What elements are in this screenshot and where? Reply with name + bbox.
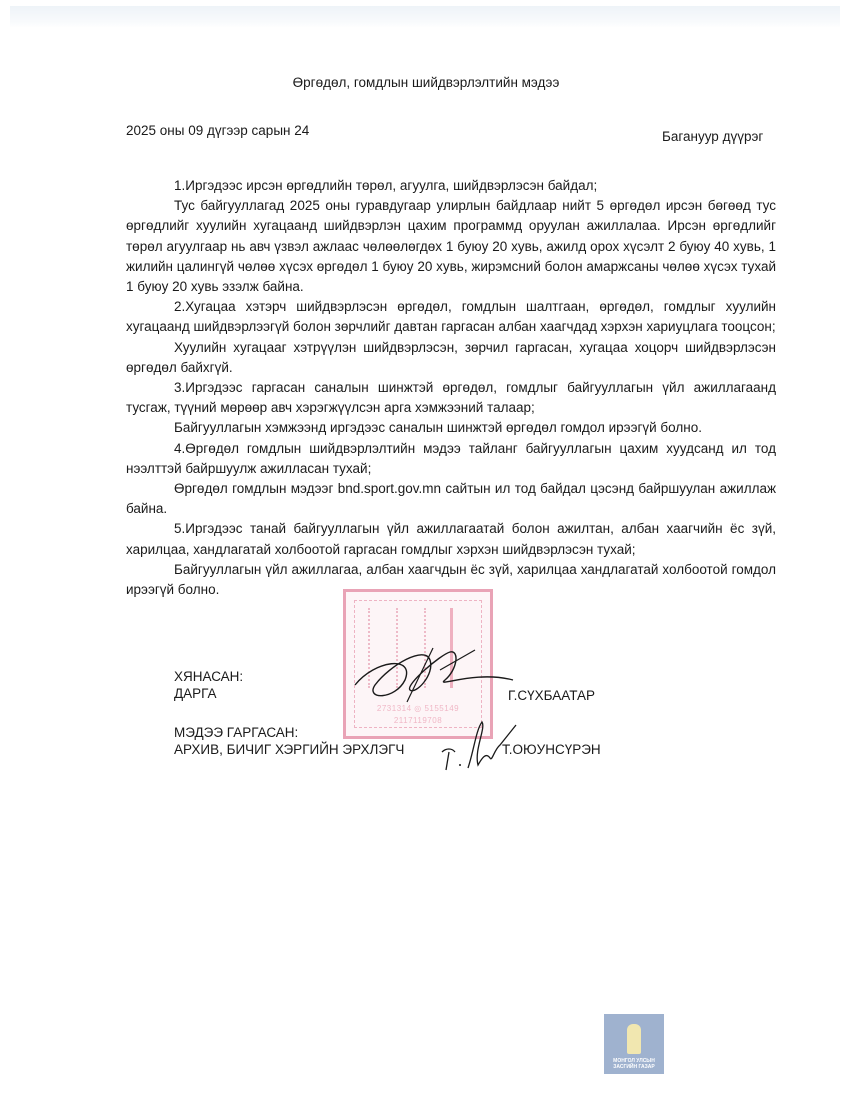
issuer-name: Т.ОЮУНСҮРЭН [502,742,601,757]
section-3-text: Байгууллагын хэмжээнд иргэдээс саналын шинжтэй өргөдөл гомдол ирээгүй болно. [174,420,702,436]
section-5-heading: 5.Иргэдээс танай байгууллагын үйл ажиллагаатай болон ажилтан, албан хаагчийн ёс зүй, харилцаа, хандлагатай холбоотой гаргасан гомдлыг хэрхэн шийдвэрлэсэн тухай; [126,521,776,557]
section-4-heading: 4.Өргөдөл гомдлын шийдвэрлэлтийн мэдээ тайланг байгууллагын цахим хуудсанд ил тод нээлттэй байршуулж ажилласан тухай; [126,440,776,476]
section-2-heading: 2.Хугацаа хэтэрч шийдвэрлэсэн өргөдөл, гомдлын шалтгаан, өргөдөл, гомдлыг хуулийн хугацаанд шийдвэрлээгүй болон зөрчлийг давтан гаргасан албан хаагчдад хэрхэн хариуцлага тооцсон; [126,299,776,335]
issuer-position: АРХИВ, БИЧИГ ХЭРГИЙН ЭРХЛЭГЧ [174,742,405,757]
document-place: Багануур дүүрэг [662,129,764,144]
section-1-text: Тус байгууллагад 2025 оны гуравдугаар улирлын байдлаар нийт 5 өргөдөл ирсэн бөгөөд тус өргөдлийг хуулийн хугацаанд шийдвэрлэн цахим программд оруулан ажиллалаа. Ирсэн өргөдлийг төрөл агуулгаар нь авч үзвэл ажлаас чөлөөлөгдөх 1 буюу 20 хувь, ажилд орох хүсэлт 2 буюу 40 хувь, 1 жилийн цалингүй чөлөө хүсэх өргөдөл 1 буюу 20 хувь, жирэмсний болон амаржсаны чөлөө хүсэх тухай 1 буюу 20 хувь эзэлж байна. [126,198,776,295]
reviewer-signature [345,640,515,710]
section-5-text: Байгууллагын үйл ажиллагаа, албан хаагчдын ёс зүй, харилцаа хандлагатай холбоотой гомдол ирээгүй болно. [126,561,776,598]
section-2-text: Хуулийн хугацааг хэтрүүлэн шийдвэрлэсэн, зөрчил гаргасан, хугацаа хоцорч шийдвэрлэсэн өргөдөл байхгүй. [126,339,776,375]
section-3-heading: 3.Иргэдээс гаргасан саналын шинжтэй өргөдөл, гомдлыг байгууллагын үйл ажиллагаанд тусгаж, түүний мөрөөр авч хэрэгжүүлсэн арга хэмжээний талаар; [126,380,776,416]
soyombo-emblem-icon [627,1024,641,1054]
government-logo [604,1014,664,1074]
logo-line-2: ЗАСГИЙН ГАЗАР [613,1064,655,1070]
reviewer-position: ДАРГА [174,686,217,701]
issued-label: МЭДЭЭ ГАРГАСАН: [174,725,299,740]
section-1-heading: 1.Иргэдээс ирсэн өргөдлийн төрөл, агуулга, шийдвэрлэсэн байдал; [174,178,598,193]
section-4-text: Өргөдөл гомдлын мэдээг bnd.sport.gov.mn сайтын ил тод байдал цэсэнд байршуулан ажиллаж байна. [126,481,776,517]
document-date: 2025 оны 09 дүгээр сарын 24 [126,123,310,138]
stamp-number-2: 2117119708 [393,716,443,725]
scan-edge-band [10,6,840,28]
logo-line-1: МОНГОЛ УЛСЫН [613,1058,655,1064]
document-body [126,176,776,600]
reviewer-name: Г.СҮХБААТАР [508,688,595,703]
logo-text [613,1058,655,1070]
reviewed-label: ХЯНАСАН: [174,669,244,684]
document-title: Өргөдөл, гомдлын шийдвэрлэлтийн мэдээ [292,75,560,90]
stamp-number-1: 2731314 ◎ 5155149 [376,704,460,713]
